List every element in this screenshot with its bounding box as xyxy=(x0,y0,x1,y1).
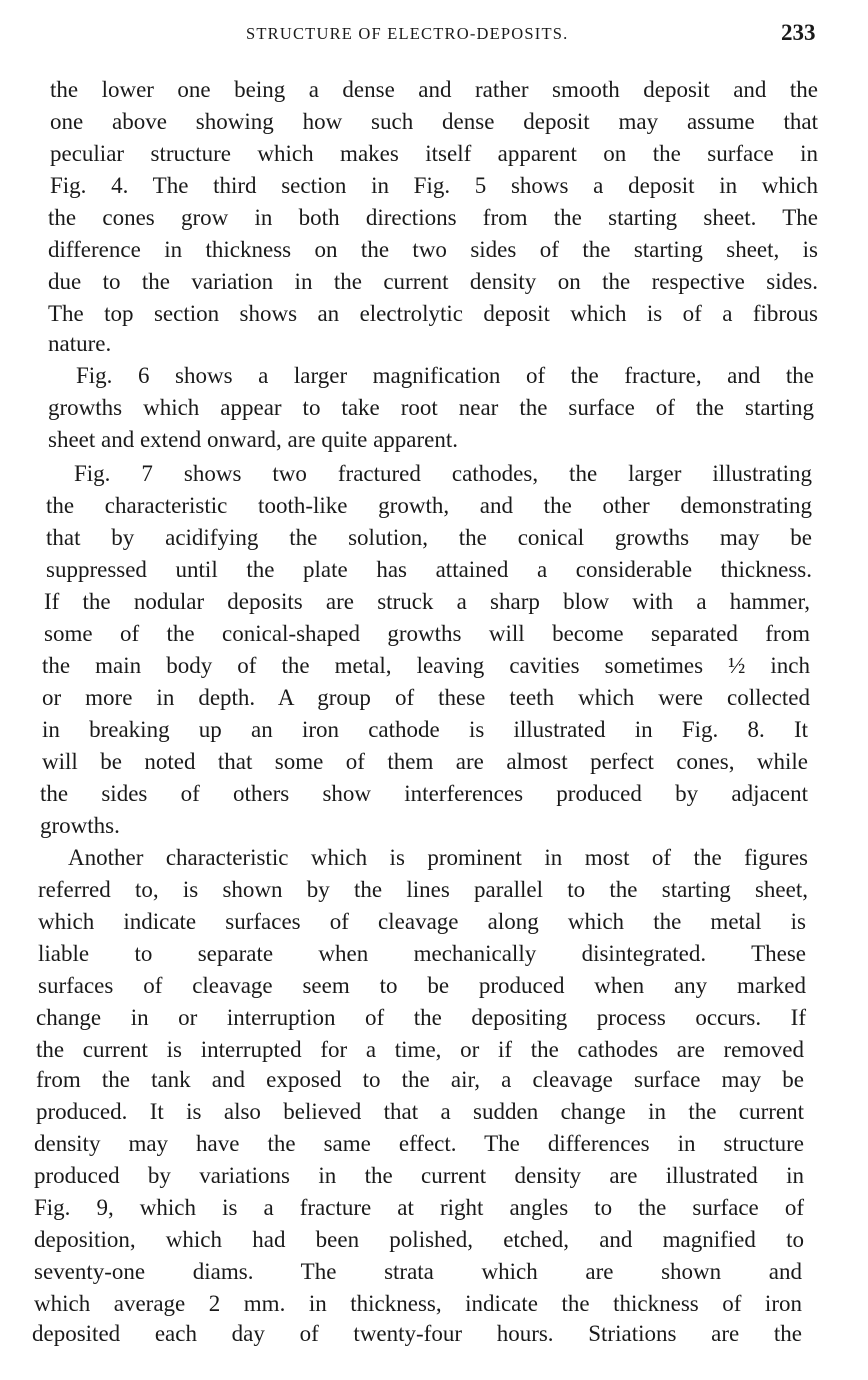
text-line: sheet and extend onward, are quite apparent. xyxy=(48,427,458,452)
text-line: the main body of the metal, leaving cavities sometimes ½ inch xyxy=(42,653,810,678)
text-line: nature. xyxy=(48,331,112,356)
text-line: one above showing how such dense deposit may assume that xyxy=(50,109,818,134)
text-line: Fig. 4. The third section in Fig. 5 shows a deposit in which xyxy=(50,173,818,198)
page-header xyxy=(0,20,868,52)
text-line: surfaces of cleavage seem to be produced when any marked xyxy=(38,973,806,998)
text-line: or more in depth. A group of these teeth which were collected xyxy=(42,685,810,710)
text-line: the current is interrupted for a time, or if the cathodes are removed xyxy=(36,1037,804,1062)
text-line: which average 2 mm. in thickness, indicate the thickness of iron xyxy=(34,1291,802,1316)
page-number: 233 xyxy=(781,20,816,45)
text-line: Fig. 6 shows a larger magnification of the fracture, and the xyxy=(76,363,814,388)
text-line: suppressed until the plate has attained a considerable thickness. xyxy=(46,557,812,582)
text-line: from the tank and exposed to the air, a cleavage surface may be xyxy=(36,1067,804,1092)
text-line: Another characteristic which is prominent in most of the figures xyxy=(68,845,808,870)
text-line: in breaking up an iron cathode is illustrated in Fig. 8. It xyxy=(42,717,808,742)
text-line: deposition, which had been polished, etched, and magnified to xyxy=(34,1227,804,1252)
text-line: The top section shows an electrolytic deposit which is of a fibrous xyxy=(48,301,818,326)
text-line: the cones grow in both directions from the starting sheet. The xyxy=(48,205,818,230)
text-line: the sides of others show interferences produced by adjacent xyxy=(40,781,808,806)
text-line: that by acidifying the solution, the conical growths may be xyxy=(46,525,812,550)
text-line: referred to, is shown by the lines parallel to the starting sheet, xyxy=(38,877,808,902)
running-title: STRUCTURE OF ELECTRO-DEPOSITS. xyxy=(246,24,569,43)
text-line: due to the variation in the current density on the respective sides. xyxy=(48,269,818,294)
text-line: will be noted that some of them are almost perfect cones, while xyxy=(42,749,808,774)
text-line: growths. xyxy=(40,813,120,838)
text-line: seventy-one diams. The strata which are shown and xyxy=(34,1259,802,1284)
text-line: change in or interruption of the depositing process occurs. If xyxy=(36,1005,806,1030)
text-line: density may have the same effect. The differences in structure xyxy=(34,1131,804,1156)
text-line: produced. It is also believed that a sudden change in the current xyxy=(36,1099,804,1124)
text-line: peculiar structure which makes itself apparent on the surface in xyxy=(50,141,818,166)
text-line: difference in thickness on the two sides of the starting sheet, is xyxy=(48,237,818,262)
text-line: produced by variations in the current density are illustrated in xyxy=(34,1163,804,1188)
text-line: some of the conical-shaped growths will become separated from xyxy=(44,621,810,646)
text-line: Fig. 7 shows two fractured cathodes, the larger illustrating xyxy=(74,461,812,486)
text-line: growths which appear to take root near the surface of the starting xyxy=(48,395,814,420)
text-line: liable to separate when mechanically disintegrated. These xyxy=(38,941,806,966)
text-line: deposited each day of twenty-four hours. Striations are the xyxy=(32,1321,802,1346)
text-line: If the nodular deposits are struck a sharp blow with a hammer, xyxy=(44,589,810,614)
text-line: which indicate surfaces of cleavage along which the metal is xyxy=(38,909,806,934)
text-line: Fig. 9, which is a fracture at right angles to the surface of xyxy=(34,1195,804,1220)
text-line: the lower one being a dense and rather smooth deposit and the xyxy=(50,77,818,102)
text-line: the characteristic tooth-like growth, and the other demonstrating xyxy=(46,493,812,518)
